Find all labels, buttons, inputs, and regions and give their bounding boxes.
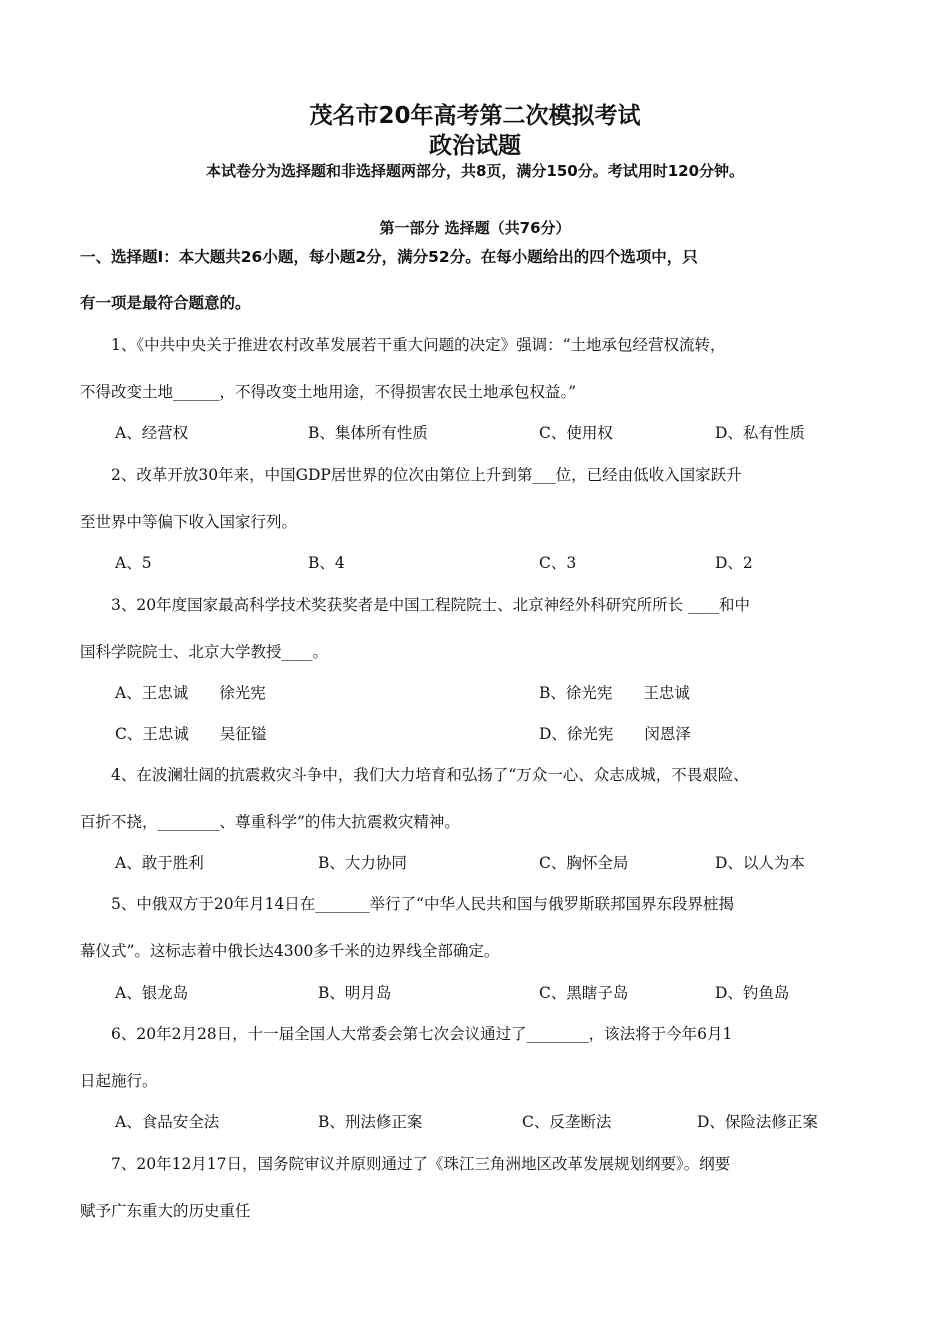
question-5-option-c: C、黑瞎子岛: [539, 984, 629, 1002]
question-4-option-d: D、以人为本: [715, 854, 805, 872]
question-2-line2: 至世界中等偏下收入国家行列。: [80, 513, 298, 531]
question-6-option-a: A、食品安全法: [115, 1113, 220, 1131]
question-1-line1: 1、《中共中央关于推进农村改革发展若干重大问题的决定》强调：“土地承包经营权流转，: [111, 336, 726, 354]
question-5-option-b: B、明月岛: [318, 984, 392, 1002]
question-4-line2: 百折不挠，________、尊重科学”的伟大抗震救灾精神。: [80, 813, 460, 831]
question-2-option-a: A、5: [115, 554, 152, 572]
question-3-option-b: B、徐光宪 王忠诚: [539, 684, 690, 702]
question-4-option-b: B、大力协同: [318, 854, 407, 872]
question-1-option-c: C、使用权: [539, 424, 613, 442]
question-4-line1: 4、在波澜壮阔的抗震救灾斗争中，我们大力培育和弘扬了“万众一心、众志成城，不畏艰险、: [111, 766, 749, 784]
question-5-line2: 幕仪式”。这标志着中俄长达4300多千米的边界线全部确定。: [80, 942, 500, 960]
question-1-option-d: D、私有性质: [715, 424, 805, 442]
question-5-line1: 5、中俄双方于20年月14日在_______举行了“中华人民共和国与俄罗斯联邦国界东段界桩揭: [111, 895, 734, 913]
question-6-option-d: D、保险法修正案: [697, 1113, 818, 1131]
question-3-option-c: C、王忠诚 吴征镒: [115, 725, 267, 743]
question-7-line1: 7、20年12月17日，国务院审议并原则通过了《珠江三角洲地区改革发展规划纲要》。纲要: [111, 1155, 731, 1173]
question-1-option-b: B、集体所有性质: [308, 424, 428, 442]
question-4-option-a: A、敢于胜利: [115, 854, 204, 872]
question-3-option-d: D、徐光宪 闵恩泽: [539, 725, 691, 743]
question-6-line1: 6、20年2月28日，十一届全国人大常委会第七次会议通过了________，该法将于今年6月1: [111, 1025, 733, 1043]
question-5-option-d: D、钓鱼岛: [715, 984, 790, 1002]
question-5-option-a: A、银龙岛: [115, 984, 189, 1002]
exam-subject: 政治试题: [429, 133, 521, 159]
question-6-option-b: B、刑法修正案: [318, 1113, 423, 1131]
question-3-option-a: A、王忠诚 徐光宪: [115, 684, 266, 702]
exam-intro: 本试卷分为选择题和非选择题两部分，共8页，满分150分。考试用时120分钟。: [205, 162, 745, 180]
question-3-line2: 国科学院院士、北京大学教授____。: [80, 643, 329, 661]
question-2-option-c: C、3: [539, 554, 577, 572]
question-1-line2: 不得改变土地______，不得改变土地用途，不得损害农民土地承包权益。”: [80, 383, 577, 401]
question-2-option-b: B、4: [308, 554, 345, 572]
question-4-option-c: C、胸怀全局: [539, 854, 629, 872]
section-heading-line1: 一、选择题Ⅰ：本大题共26小题，每小题2分，满分52分。在每小题给出的四个选项中，只: [80, 248, 698, 266]
question-1-option-a: A、经营权: [115, 424, 189, 442]
question-2-line1: 2、改革开放30年来，中国GDP居世界的位次由第位上升到第___位，已经由低收入国家跃升: [111, 466, 742, 484]
part-heading: 第一部分 选择题（共76分）: [379, 219, 571, 237]
question-2-option-d: D、2: [715, 554, 753, 572]
exam-title: 茂名市20年高考第二次模拟考试: [309, 103, 641, 129]
question-3-line1: 3、20年度国家最高科学技术奖获奖者是中国工程院院士、北京神经外科研究所所长 ____和中: [111, 596, 751, 614]
section-heading-line2: 有一项是最符合题意的。: [80, 294, 251, 312]
question-7-line2: 赋予广东重大的历史重任: [80, 1202, 251, 1220]
question-6-option-c: C、反垄断法: [522, 1113, 612, 1131]
question-6-line2: 日起施行。: [80, 1072, 158, 1090]
